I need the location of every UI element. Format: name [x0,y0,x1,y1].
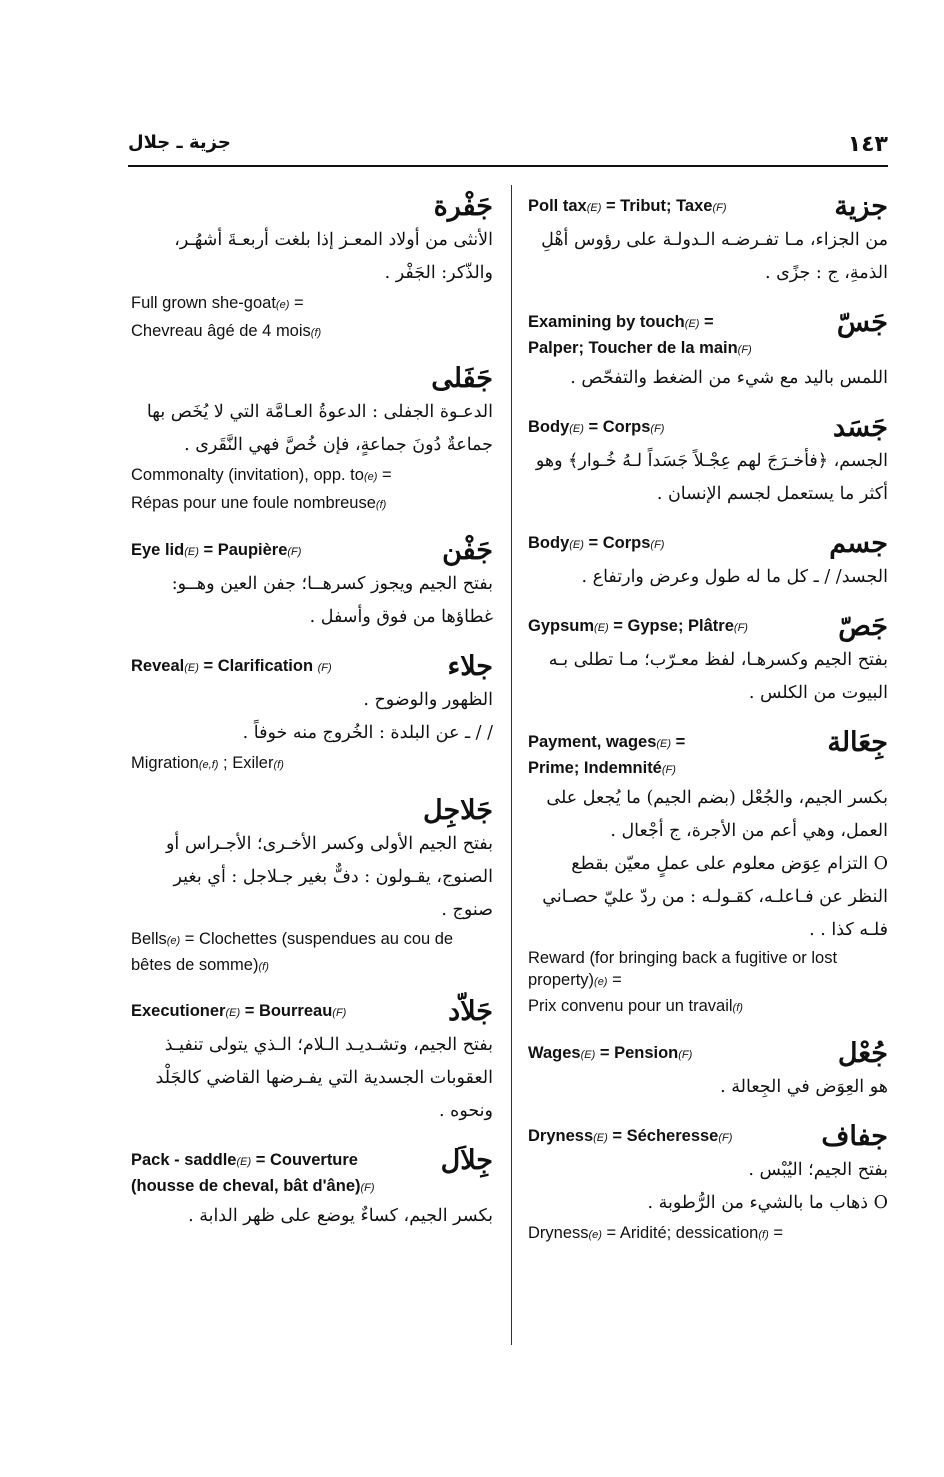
arabic-definition: بفتح الجيم ويجوز كسرهــا؛ جفن العين وهــو: غطاؤها من فوق وأسفل . [171,574,493,627]
gloss: Full grown she-goat(e) = [131,294,304,312]
gloss: Bells(e) = Clochettes (suspendues au cou de bêtes de somme)(f) [131,930,454,974]
headword: جَفْن [442,535,493,566]
gloss: Eye lid(E) = Paupière(F) [131,541,302,559]
gloss: Poll tax(E) = Tribut; Taxe(F) [528,197,727,215]
arabic-definition: هو العِوَض في الجِعالة . [720,1077,888,1097]
column-divider [511,185,512,1345]
left-column [131,190,493,1249]
gloss: Wages(E) = Pension(F) [528,1044,693,1062]
entry [131,794,493,979]
gloss: Body(E) = Corps(F) [528,534,665,552]
entry [528,1037,888,1104]
entry [528,726,888,1021]
gloss: Examining by touch(E) = Palper; Toucher de la main(F) [528,313,752,357]
arabic-definition: بكسر الجيم، كساءٌ يوضع على ظهر الدابة . [188,1206,493,1226]
headword: جلاء [447,651,493,682]
headword: جِعَالة [827,727,888,758]
entry [131,190,493,346]
arabic-definition: من الجزاء، مـا تفـرضـه الـدولـة على رؤوس أهْلِ الذمةِ، ج : جزًى . [541,230,888,283]
entry [528,190,888,290]
entry [528,306,888,395]
arabic-definition: O ذهاب ما بالشيء من الرُّطوبة . [647,1193,888,1213]
arabic-definition: O التزام عِوَض معلوم على عملٍ معيّن بقطع النظر عن فـاعلـه، كقـولـه : من ردّ عليّ حصـاني فلـه كذا . . [542,854,888,940]
gloss: Reward (for bringing back a fugitive or lost property)(e) = [528,949,838,989]
entry [528,527,888,594]
arabic-definition: الدعـوة الجفلى : الدعوةُ العـامَّة التي لا يُخَص بها جماعةٌ دُونَ جماعةٍ، فإن خُصَّ فهي النَّقَرى . [146,402,493,455]
arabic-definition: الأنثى من أولاد المعـز إذا بلغت أربعـةَ أشهُـر، والذّكر: الجَفْر . [174,230,493,283]
gloss: Reveal(E) = Clarification (F) [131,657,332,675]
gloss: Chevreau âgé de 4 mois(f) [131,322,322,340]
arabic-definition: الجسد/ / ـ كل ما له طول وعرض وارتفاع . [581,567,888,587]
arabic-definition: / / ـ عن البلدة : الخُروج منه خوفاً . [242,723,493,743]
page-number: ١٤٣ [847,132,888,157]
gloss: Commonalty (invitation), opp. to(e) = [131,466,392,484]
arabic-definition: الجسم، ﴿فأخـرَجَ لهم عِجْـلاً جَسَداً لـهُ خُـوار﴾ وهو أكثر ما يستعمل لجسم الإنسان . [535,451,888,504]
headword: جزية [834,191,888,222]
arabic-definition: بفتح الجيم، وتشـديـد الـلام؛ الـذي يتولى تنفيـذ العقوبات الجسدية التي يفـرضها القاضي كالجَلْد ونحوه . [155,1035,493,1121]
headword: جَفْرة [433,191,493,222]
headword: جسم [829,528,888,559]
entry [528,1120,888,1248]
headword: جَلاجِل [423,795,493,826]
arabic-definition: الظهور والوضوح . [363,690,493,710]
headword: جَفَلى [431,363,493,394]
entry [131,995,493,1128]
headword: جَصّ [838,611,888,642]
entry [131,1144,493,1233]
arabic-definition: بفتح الجيم؛ اليُبْس . [748,1160,888,1180]
right-column [528,190,888,1264]
page-header [128,128,888,168]
header-rule [128,165,888,167]
headword: جُعْل [837,1038,888,1069]
gloss: Pack - saddle(E) = Couverture (housse de cheval, bât d'âne)(F) [131,1151,375,1195]
headword: جَلاّد [448,996,493,1027]
running-head: جزية ـ جلال [128,132,231,153]
entry [131,362,493,518]
gloss: Gypsum(E) = Gypse; Plâtre(F) [528,617,748,635]
entry [528,610,888,710]
arabic-definition: بفتح الجيم وكسرهـا، لفظ معـرّب؛ مـا تطلى بـه البيوت من الكلس . [548,650,888,703]
arabic-definition: اللمس باليد مع شيء من الضغط والتفحّص . [570,368,888,388]
gloss: Dryness(e) = Aridité; dessication(f) = [528,1224,783,1242]
headword: جَسَد [833,412,888,443]
gloss: Migration(e,f) ; Exiler(f) [131,754,284,772]
entry [131,534,493,634]
gloss: Répas pour une foule nombreuse(f) [131,494,387,512]
headword: جَسّ [836,307,888,338]
gloss: Body(E) = Corps(F) [528,418,665,436]
arabic-definition: بفتح الجيم الأولى وكسر الأخـرى؛ الأجـراس أو الصنوج، يقـولون : دفٌّ بغير جـلاجل : أي بغير صنوج . [165,834,493,920]
entry [528,411,888,511]
headword: جِلاَل [440,1145,493,1176]
entry [131,650,493,778]
gloss: Prix convenu pour un travail(f) [528,997,743,1015]
headword: جفاف [821,1121,888,1152]
arabic-definition: بكسر الجيم، والجُعْل (بضم الجيم) ما يُجعل على العمل، وهي أعم من الأجرة، ج أجْعال . [546,788,888,841]
gloss: Dryness(E) = Sécheresse(F) [528,1127,733,1145]
gloss: Executioner(E) = Bourreau(F) [131,1002,347,1020]
gloss: Payment, wages(E) = Prime; Indemnité(F) [528,733,686,777]
